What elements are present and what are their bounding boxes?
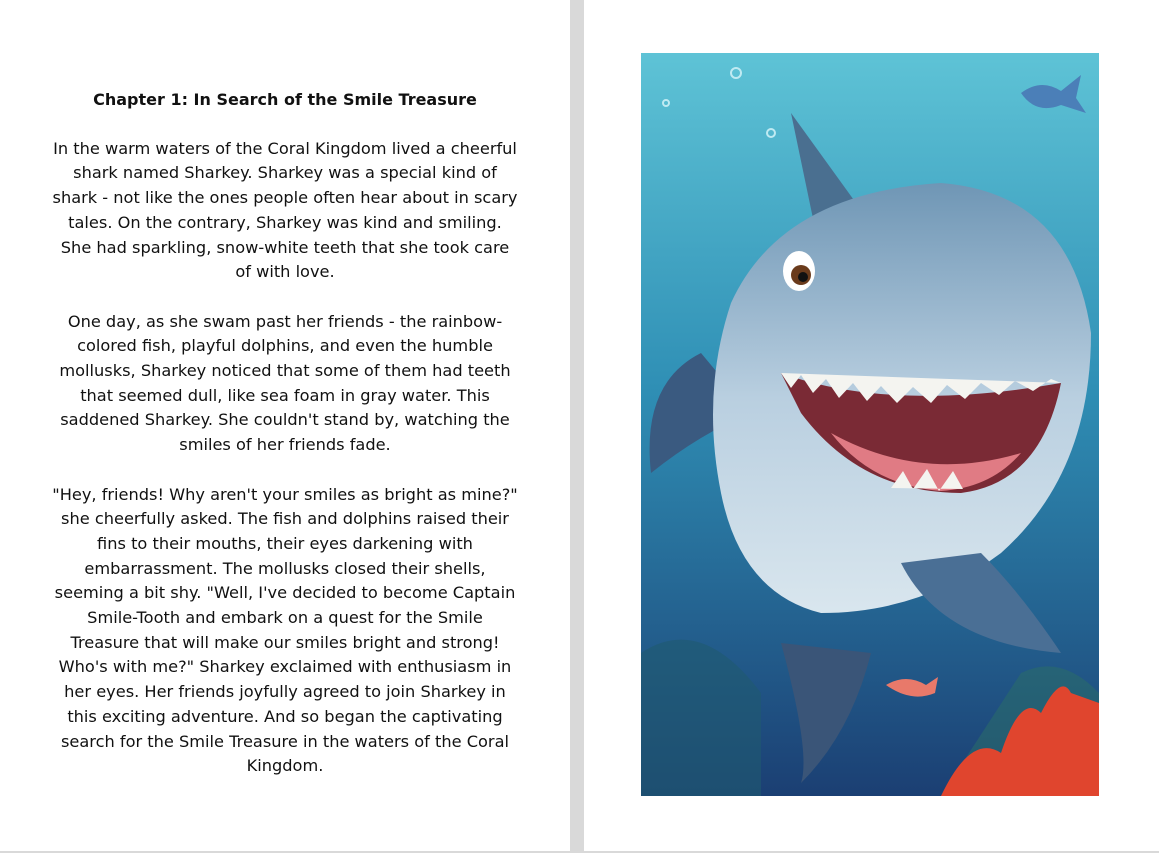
chapter-title: Chapter 1: In Search of the Smile Treasure [93, 90, 477, 109]
paragraph: In the warm waters of the Coral Kingdom lived a cheerful shark named Sharkey. Sharkey was a special kind of shark - not like the ones people often hear about in scary tales. On the contrary, Sharkey was kind and smiling. She had sparkling, snow-white teeth that she took care of with love. [52, 138, 518, 282]
chapter-text [52, 88, 518, 804]
paragraph: "Hey, friends! Why aren't your smiles as bright as mine?" she cheerfully asked. The fish and dolphins raised their fins to their mouths, their eyes darkening with embarrassment. The mollusks closed their shells, seeming a bit shy. "Well, I've decided to become Captain Smile-Tooth and embark on a quest for the Smile Treasure that will make our smiles bright and strong! Who's with me?" Sharkey exclaimed with enthusiasm in her eyes. Her friends joyfully agreed to join Sharkey in this exciting adventure. And so began the captivating search for the Smile Treasure in the waters of the Coral Kingdom. [52, 484, 518, 776]
left-page [0, 0, 570, 851]
right-page [584, 0, 1159, 851]
paragraph: One day, as she swam past her friends - the rainbow-colored fish, playful dolphins, and even the humble mollusks, Sharkey noticed that some of them had teeth that seemed dull, like sea foam in gray water. This saddened Sharkey. She couldn't stand by, watching the smiles of her friends fade. [59, 311, 511, 455]
shark-illustration [641, 53, 1099, 796]
